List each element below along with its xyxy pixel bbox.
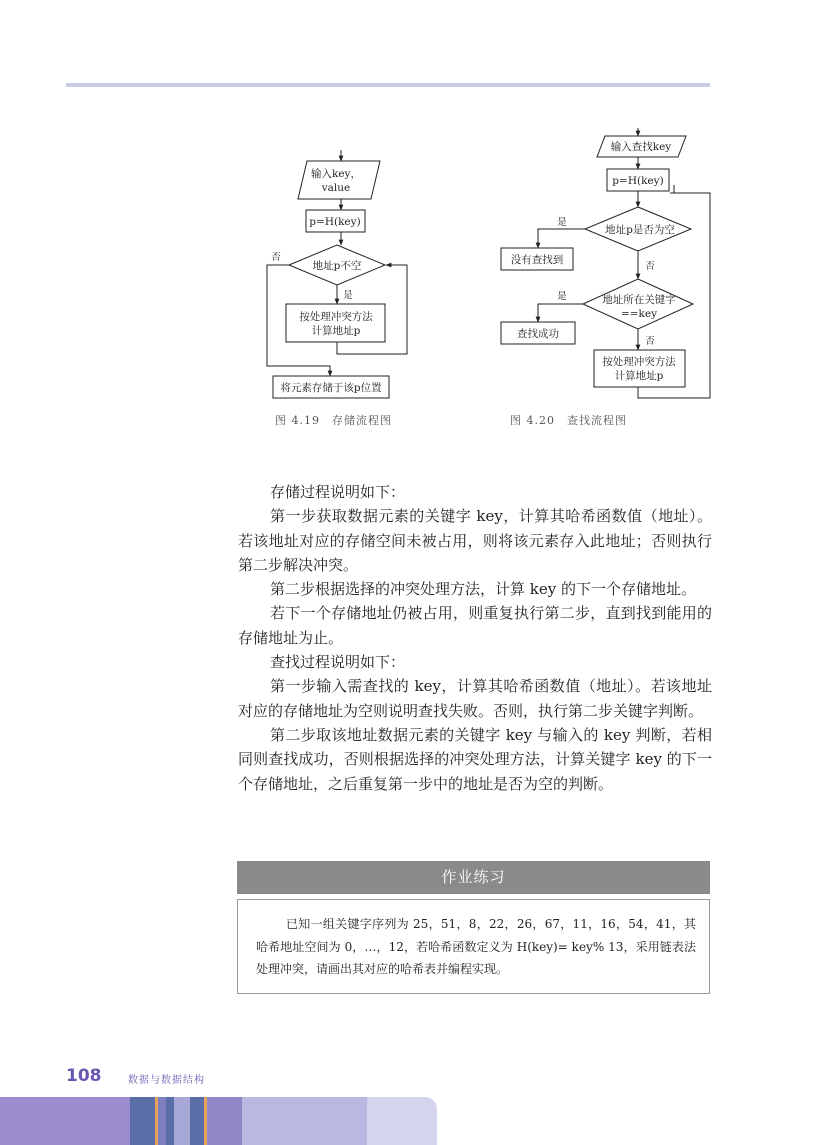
header-rule [66, 83, 710, 87]
fig419-input-line2: value [321, 182, 351, 194]
band-segment [158, 1097, 166, 1145]
fig420-decision1: 地址p是否为空 [605, 224, 675, 236]
fig420-yes2: 是 [557, 291, 567, 302]
band-segment [166, 1097, 174, 1145]
fig420-yes1: 是 [557, 217, 567, 228]
flowchart-search [495, 128, 715, 406]
paragraph: 若下一个存储地址仍被占用，则重复执行第二步，直到找到能用的存储地址为止。 [238, 604, 712, 647]
fig419-conflict-line2: 计算地址p [311, 325, 361, 337]
fig419-caption: 图 4.19 存储流程图 [275, 414, 392, 427]
fig420-caption: 图 4.20 查找流程图 [510, 414, 627, 427]
paragraph: 查找过程说明如下： [270, 653, 406, 672]
fig419-conflict-line1: 按处理冲突方法 [299, 311, 373, 323]
fig419-hash: p=H(key) [309, 216, 361, 228]
band-segment [242, 1097, 367, 1145]
band-segment [207, 1097, 242, 1145]
fig420-conflict-line1: 按处理冲突方法 [602, 356, 676, 368]
fig420-decision2-line2: ==key [620, 308, 658, 320]
fig420-found: 查找成功 [517, 328, 559, 340]
paragraph: 第一步获取数据元素的关键字 key，计算其哈希函数值（地址）。若该地址对应的存储空间未被占用，则将该元素存入此地址；否则执行第二步解决冲突。 [238, 507, 712, 574]
book-title: 数据与数据结构 [128, 1075, 205, 1086]
flowchart-storage [255, 140, 435, 405]
fig420-not-found: 没有查找到 [510, 254, 564, 266]
band-segment [190, 1097, 204, 1145]
fig420-conflict-line2: 计算地址p [614, 370, 664, 382]
fig420-no2: 否 [645, 336, 655, 347]
fig419-no-label: 否 [271, 252, 281, 263]
page-number: 108 [66, 1066, 102, 1086]
paragraph: 第一步输入需查找的 key，计算其哈希函数值（地址）。若该地址对应的存储地址为空则说明查找失败。否则，执行第二步关键字判断。 [238, 677, 712, 720]
fig420-decision2-line1: 地址所在关键字 [602, 294, 676, 306]
fig420-hash: p=H(key) [612, 175, 664, 187]
fig419-yes-label: 是 [343, 290, 353, 301]
band-segment [367, 1097, 437, 1145]
fig419-input-line1: 输入key， [310, 168, 362, 180]
paragraph: 第二步根据选择的冲突处理方法，计算 key 的下一个存储地址。 [270, 580, 696, 599]
exercise-box [237, 899, 710, 994]
exercise-title: 作业练习 [237, 861, 710, 894]
fig420-input: 输入查找key [610, 141, 672, 153]
body-text [238, 480, 712, 796]
fig419-store: 将元素存储于该p位置 [280, 382, 382, 394]
fig419-decision: 地址p不空 [312, 260, 362, 272]
paragraph: 第二步取该地址数据元素的关键字 key 与输入的 key 判断，若相同则查找成功，否则根据选择的冲突处理方法，计算关键字 key 的下一个存储地址，之后重复第一步中的地址是否为空的判断。 [238, 725, 712, 793]
paragraph: 存储过程说明如下： [270, 483, 406, 501]
band-segment [130, 1097, 155, 1145]
exercise-text: 已知一组关键字序列为 25，51，8，22，26，67，11，16，54，41，其哈希地址空间为 0，…，12，若哈希函数定义为 H(key)= key% 13，采用链表法处理冲突，请画出其对应的哈希表并编程实现。 [256, 917, 696, 976]
band-segment [0, 1097, 130, 1145]
fig420-no1: 否 [645, 261, 655, 272]
band-segment [174, 1097, 190, 1145]
